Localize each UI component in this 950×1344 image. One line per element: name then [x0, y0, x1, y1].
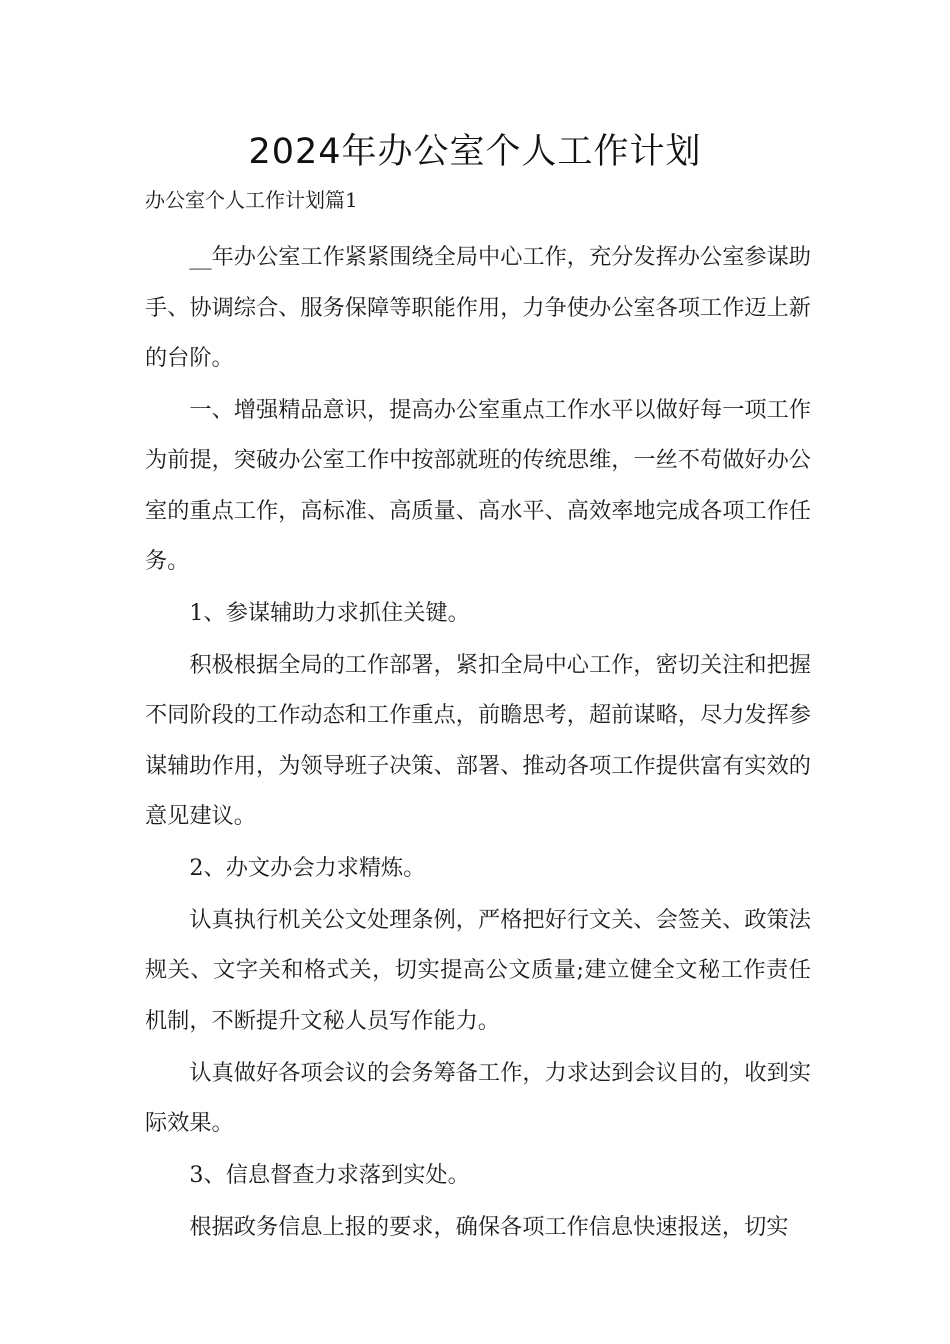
paragraph: 2、办文办会力求精炼。 [189, 855, 426, 882]
document-title: 2024年办公室个人工作计划 [248, 132, 702, 172]
paragraph: 根据政务信息上报的要求，确保各项工作信息快速报送，切实 [189, 1213, 789, 1240]
paragraph: 一、增强精品意识，提高办公室重点工作水平以做好每一项工作为前提，突破办公室工作中按部就班的传统思维，一丝不苟做好办公室的重点工作，高标准、高质量、高水平、高效率地完成各项工作任务。 [145, 396, 811, 575]
paragraph: 3、信息督查力求落到实处。 [189, 1162, 470, 1189]
paragraph: __年办公室工作紧紧围绕全局中心工作，充分发挥办公室参谋助手、协调综合、服务保障等职能作用，力争使办公室各项工作迈上新的台阶。 [145, 244, 811, 371]
paragraph: 积极根据全局的工作部署，紧扣全局中心工作，密切关注和把握不同阶段的工作动态和工作重点，前瞻思考，超前谋略，尽力发挥参谋辅助作用，为领导班子决策、部署、推动各项工作提供富有实效的意见建议。 [145, 651, 811, 830]
paragraph: 认真执行机关公文处理条例，严格把好行文关、会签关、政策法规关、文字关和格式关，切实提高公文质量;建立健全文秘工作责任机制，不断提升文秘人员写作能力。 [145, 906, 811, 1034]
document-subtitle: 办公室个人工作计划篇1 [145, 188, 358, 212]
paragraph: 认真做好各项会议的会务筹备工作，力求达到会议目的，收到实际效果。 [145, 1059, 811, 1137]
document-body [145, 232, 811, 1254]
paragraph: 1、参谋辅助力求抓住关键。 [189, 600, 470, 627]
